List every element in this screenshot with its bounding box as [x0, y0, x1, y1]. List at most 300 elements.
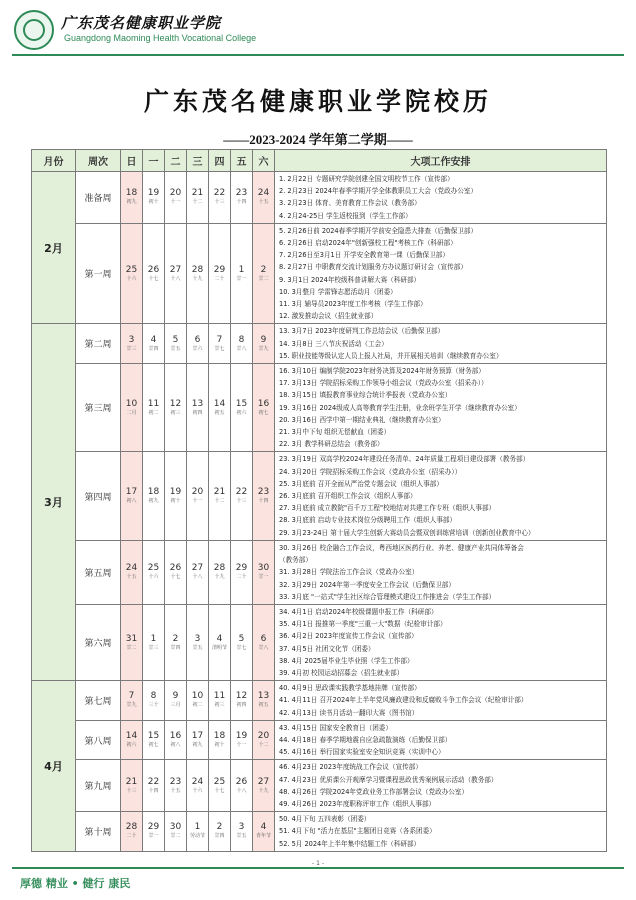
lunar-date: 廿三 — [126, 345, 137, 352]
day-cell — [231, 223, 253, 324]
day-number: 20 — [169, 188, 182, 199]
day-number: 17 — [191, 731, 204, 742]
task-item: 46. 4月23日 2023年度统战工作会议（宣传部） — [279, 763, 422, 772]
day-cell — [121, 812, 143, 852]
day-number: 26 — [235, 776, 248, 787]
day-cell — [231, 172, 253, 224]
lunar-date: 初三 — [170, 409, 181, 416]
task-list — [275, 172, 607, 224]
day-cell — [253, 364, 275, 452]
day-number: 3 — [238, 822, 245, 833]
day-number: 1 — [150, 633, 157, 644]
lunar-date: 廿五 — [192, 644, 203, 651]
lunar-date: 十一 — [192, 498, 203, 505]
day-number: 20 — [191, 487, 204, 498]
task-item: 30. 3月26日 校企融合工作会议，粤西地区医药行业、养老、健康产业共同体筹备会 — [279, 543, 524, 552]
task-item: 8. 2月27日 中职教育交流计划服务方办议题订研讨会（宣传部） — [279, 263, 467, 272]
week-row — [32, 720, 607, 760]
school-logo — [14, 10, 54, 50]
week-label: 第九周 — [76, 760, 121, 812]
day-cell — [143, 604, 165, 680]
task-list — [275, 540, 607, 604]
lunar-date: 十四 — [236, 199, 247, 206]
lunar-date: 十一 — [236, 742, 247, 749]
task-item: 48. 4月26日 学院2024年党政业务工作部署会议（党政办公室） — [279, 787, 469, 796]
day-number: 4 — [216, 633, 223, 644]
lunar-date: 十二 — [258, 742, 269, 749]
day-number: 2 — [260, 264, 267, 275]
lunar-date: 廿五 — [236, 833, 247, 840]
column-header: 四 — [209, 150, 231, 172]
day-number: 25 — [213, 776, 226, 787]
week-row — [32, 364, 607, 452]
lunar-date: 廿一 — [236, 275, 247, 282]
day-number: 7 — [128, 691, 135, 702]
day-cell — [187, 720, 209, 760]
day-cell — [253, 172, 275, 224]
day-cell — [143, 324, 165, 364]
task-item: 18. 3月15日 填报教育事业综合统计季报表（党政办公室） — [279, 391, 452, 400]
day-number: 9 — [172, 691, 179, 702]
column-header: 六 — [253, 150, 275, 172]
lunar-date: 十六 — [126, 275, 137, 282]
day-cell — [231, 720, 253, 760]
lunar-date: 十四 — [148, 787, 159, 794]
day-number: 28 — [125, 822, 138, 833]
task-item: 10. 3月整月 学雷锋志愿活动月（团委） — [279, 287, 397, 296]
task-item: 6. 2月26日 启动2024年"创新强校工程"考核工作（科研部） — [279, 239, 457, 248]
lunar-date: 初七 — [148, 742, 159, 749]
day-cell — [165, 172, 187, 224]
column-header: 周次 — [76, 150, 121, 172]
lunar-date: 十三 — [126, 787, 137, 794]
school-name-en: Guangdong Maoming Health Vocational College — [64, 33, 257, 43]
month-cell: 3月 — [32, 324, 76, 681]
lunar-date: 廿三 — [148, 644, 159, 651]
task-item: 26. 3月底前 召开组织工作会议（组织人事部） — [279, 492, 417, 501]
day-cell — [143, 364, 165, 452]
task-list — [275, 324, 607, 364]
lunar-date: 初八 — [170, 742, 181, 749]
day-number: 27 — [191, 563, 204, 574]
day-cell — [231, 681, 253, 721]
task-list — [275, 812, 607, 852]
day-number: 23 — [257, 487, 270, 498]
day-number: 30 — [257, 563, 270, 574]
week-label: 第十周 — [76, 812, 121, 852]
day-number: 23 — [235, 188, 248, 199]
day-number: 9 — [260, 334, 267, 345]
column-header: 三 — [187, 150, 209, 172]
day-number: 8 — [150, 691, 157, 702]
day-number: 25 — [125, 264, 138, 275]
task-item: 15. 职业技能等级认定人员上报人社局，并开展相关培训（继续教育办公室） — [279, 351, 503, 360]
day-number: 27 — [169, 264, 182, 275]
day-cell — [253, 540, 275, 604]
day-cell — [121, 604, 143, 680]
month-cell: 2月 — [32, 172, 76, 324]
day-number: 17 — [125, 487, 138, 498]
lunar-date: 三十 — [148, 702, 159, 709]
task-item: 23. 3月19日 双高学校2024年建设任务清单、24年质量工程项目建设部署（教务部） — [279, 455, 530, 464]
lunar-date: 二月 — [126, 409, 137, 416]
day-cell — [253, 760, 275, 812]
lunar-date: 二十 — [214, 275, 225, 282]
lunar-date: 初十 — [214, 742, 225, 749]
table-header-row — [32, 150, 607, 172]
day-number: 27 — [257, 776, 270, 787]
lunar-date: 廿七 — [236, 644, 247, 651]
day-number: 19 — [147, 188, 160, 199]
task-item: 9. 3月1日 2024年校级科普讲解大赛（科研部） — [279, 275, 421, 284]
task-item: 32. 3月29日 2024年第一季度安全工作会议（后勤保卫部） — [279, 580, 455, 589]
lunar-date: 廿四 — [148, 345, 159, 352]
task-item: 20. 3月16日 西学中第一期结业典礼（继续教育办公室） — [279, 415, 445, 424]
task-item: 47. 4月23日 优质课公开观摩学习暨课程思政优秀案例展示活动（教务部） — [279, 775, 498, 784]
day-cell — [187, 812, 209, 852]
lunar-date: 初四 — [192, 409, 203, 416]
lunar-date: 十八 — [236, 787, 247, 794]
lunar-date: 初二 — [192, 702, 203, 709]
day-cell — [187, 760, 209, 812]
day-cell — [231, 364, 253, 452]
task-item: 51. 4月下旬 "活力在基层"主题团日竞赛（各系团委） — [279, 827, 436, 836]
day-cell — [187, 223, 209, 324]
day-cell — [187, 604, 209, 680]
task-item: 27. 3月底前 成立教院"百千万工程"校地结对共建工作专班（组织人事部） — [279, 504, 496, 513]
lunar-date: 十九 — [192, 275, 203, 282]
task-item: 41. 4月11日 召开2024年上半年党风廉政建设和反腐败斗争工作会议（纪检审计部） — [279, 696, 528, 705]
day-cell — [165, 720, 187, 760]
day-number: 10 — [191, 691, 204, 702]
day-number: 6 — [260, 633, 267, 644]
month-cell: 4月 — [32, 681, 76, 852]
task-item: 2. 2月23日 2024年春季学期开学全体教职员工大会（党政办公室） — [279, 187, 478, 196]
day-cell — [187, 540, 209, 604]
lunar-date: 十九 — [258, 787, 269, 794]
day-cell — [209, 172, 231, 224]
lunar-date: 十五 — [170, 787, 181, 794]
day-cell — [143, 760, 165, 812]
day-number: 22 — [147, 776, 160, 787]
lunar-date: 十三 — [236, 498, 247, 505]
week-row — [32, 324, 607, 364]
day-number: 12 — [235, 691, 248, 702]
week-label: 准备周 — [76, 172, 121, 224]
day-number: 4 — [260, 822, 267, 833]
day-number: 29 — [213, 264, 226, 275]
day-number: 2 — [216, 822, 223, 833]
day-number: 8 — [238, 334, 245, 345]
task-item: 40. 4月9日 思政课实践教学基地挂牌（宣传部） — [279, 684, 421, 693]
day-number: 24 — [257, 188, 270, 199]
lunar-date: 初四 — [236, 702, 247, 709]
week-label: 第八周 — [76, 720, 121, 760]
lunar-date: 十九 — [214, 574, 225, 581]
week-label: 第四周 — [76, 452, 121, 540]
column-header: 五 — [231, 150, 253, 172]
task-list — [275, 364, 607, 452]
lunar-date: 十二 — [192, 199, 203, 206]
day-number: 7 — [216, 334, 223, 345]
day-number: 21 — [213, 487, 226, 498]
day-number: 19 — [235, 731, 248, 742]
day-cell — [121, 720, 143, 760]
day-cell — [253, 223, 275, 324]
lunar-date: 初二 — [148, 409, 159, 416]
day-cell — [209, 720, 231, 760]
day-cell — [165, 364, 187, 452]
week-label: 第五周 — [76, 540, 121, 604]
day-cell — [209, 540, 231, 604]
lunar-date: 廿九 — [258, 345, 269, 352]
task-item: 35. 4月1日 报推第一季度"三重一大"数据（纪检审计部） — [279, 620, 447, 629]
lunar-date: 初九 — [148, 498, 159, 505]
lunar-date: 劳动节 — [189, 833, 205, 840]
day-cell — [121, 223, 143, 324]
day-number: 31 — [125, 633, 138, 644]
task-item: 11. 3月 辅导员2023年度工作考核（学生工作部） — [279, 300, 427, 309]
lunar-date: 廿八 — [258, 644, 269, 651]
day-number: 30 — [169, 822, 182, 833]
day-number: 24 — [125, 563, 138, 574]
lunar-date: 十五 — [258, 199, 269, 206]
header-divider — [12, 54, 624, 56]
lunar-date: 初五 — [214, 409, 225, 416]
lunar-date: 十七 — [170, 574, 181, 581]
lunar-date: 十四 — [258, 498, 269, 505]
lunar-date: 三月 — [170, 702, 181, 709]
lunar-date: 青年节 — [255, 833, 271, 840]
task-item: 49. 4月26日 2023年度职称评审工作（组织人事部） — [279, 799, 436, 808]
task-item: 33. 3月底 "一站式"学生社区综合管理模式建设工作推进会（学生工作部） — [279, 592, 496, 601]
task-item: 12. 激发推动会议（招生就业部） — [279, 312, 378, 321]
task-item: 21. 3月中下旬 组织无偿献血（团委） — [279, 428, 391, 437]
day-number: 16 — [257, 398, 270, 409]
lunar-date: 初十 — [148, 199, 159, 206]
column-header: 大项工作安排 — [275, 150, 607, 172]
lunar-date: 十一 — [170, 199, 181, 206]
lunar-date: 廿八 — [236, 345, 247, 352]
day-cell — [231, 452, 253, 540]
week-row — [32, 760, 607, 812]
day-number: 21 — [125, 776, 138, 787]
lunar-date: 十六 — [192, 787, 203, 794]
day-number: 2 — [172, 633, 179, 644]
day-number: 23 — [169, 776, 182, 787]
calendar-table — [31, 149, 607, 852]
day-cell — [253, 812, 275, 852]
task-item: 22. 3月 教学科研总结会（教务部） — [279, 440, 384, 449]
day-number: 18 — [125, 188, 138, 199]
day-number: 5 — [172, 334, 179, 345]
lunar-date: 初十 — [170, 498, 181, 505]
day-number: 15 — [235, 398, 248, 409]
day-number: 13 — [257, 691, 270, 702]
week-row — [32, 172, 607, 224]
day-number: 26 — [169, 563, 182, 574]
day-cell — [143, 223, 165, 324]
task-list — [275, 720, 607, 760]
task-item: 39. 4月初 校园运动招募会（招生就业部） — [279, 668, 404, 677]
week-label: 第二周 — [76, 324, 121, 364]
lunar-date: 廿四 — [214, 833, 225, 840]
day-number: 10 — [125, 398, 138, 409]
day-cell — [143, 720, 165, 760]
week-row — [32, 452, 607, 540]
day-cell — [209, 681, 231, 721]
day-cell — [143, 812, 165, 852]
day-cell — [187, 681, 209, 721]
task-item: 50. 4月下旬 五四表彰（团委） — [279, 815, 371, 824]
lunar-date: 廿四 — [170, 644, 181, 651]
task-list — [275, 604, 607, 680]
week-row — [32, 812, 607, 852]
lunar-date: 十七 — [214, 787, 225, 794]
lunar-date: 廿一 — [148, 833, 159, 840]
page-title: 广东茂名健康职业学院校历 — [143, 87, 492, 116]
day-cell — [253, 720, 275, 760]
school-motto: 厚德 精业 • 健行 康民 — [20, 877, 131, 890]
lunar-date: 初六 — [236, 409, 247, 416]
lunar-date: 十八 — [170, 275, 181, 282]
lunar-date: 初三 — [214, 702, 225, 709]
lunar-date: 初九 — [126, 199, 137, 206]
task-item: 28. 3月底前 启动专业技术岗位分级聘用工作（组织人事部） — [279, 516, 457, 525]
lunar-date: 初六 — [126, 742, 137, 749]
day-cell — [143, 172, 165, 224]
task-item: 5. 2月26日前 2024春季学期开学前安全隐患大排查（后勤保卫部） — [279, 226, 478, 235]
day-cell — [165, 540, 187, 604]
day-number: 1 — [194, 822, 201, 833]
task-item: 17. 3月13日 学院招标采购工作领导小组会议（党政办公室（招采办）） — [279, 379, 488, 388]
task-list — [275, 452, 607, 540]
day-number: 28 — [213, 563, 226, 574]
day-cell — [143, 540, 165, 604]
day-cell — [231, 812, 253, 852]
day-cell — [121, 324, 143, 364]
week-label: 第六周 — [76, 604, 121, 680]
day-number: 29 — [147, 822, 160, 833]
task-item: 13. 3月7日 2023年度研判工作总结会议（后勤保卫部） — [279, 327, 445, 336]
task-item: （教务部） — [279, 556, 312, 565]
day-cell — [209, 604, 231, 680]
week-row — [32, 681, 607, 721]
day-cell — [121, 760, 143, 812]
day-cell — [187, 324, 209, 364]
task-item: 37. 4月5日 社团文化节（团委） — [279, 644, 375, 653]
day-cell — [165, 681, 187, 721]
task-item: 1. 2月22日 专题研究学院创建全国文明校节工作（宣传部） — [279, 175, 454, 183]
lunar-date: 十三 — [214, 199, 225, 206]
lunar-date: 廿一 — [258, 574, 269, 581]
task-item: 34. 4月1日 启动2024年校级课题申报工作（科研部） — [279, 607, 438, 616]
day-cell — [143, 681, 165, 721]
task-item: 24. 3月20日 学院招标采购工作会议（党政办公室（招采办）） — [279, 467, 462, 476]
lunar-date: 初五 — [258, 702, 269, 709]
day-number: 16 — [169, 731, 182, 742]
day-cell — [121, 540, 143, 604]
lunar-date: 廿九 — [126, 702, 137, 709]
week-row — [32, 223, 607, 324]
task-item: 44. 4月18日 春季学期地震自应急疏散演练（后勤保卫部） — [279, 735, 452, 744]
day-number: 15 — [147, 731, 160, 742]
task-item: 45. 4月16日 举行国家实验室安全知识竞赛（实训中心） — [279, 748, 445, 757]
task-item: 36. 4月2日 2023年度宣传工作会议（宣传部） — [279, 632, 418, 641]
lunar-date: 十二 — [214, 498, 225, 505]
task-item: 14. 3月8日 三八节庆祝活动（工会） — [279, 339, 388, 348]
page-number: - 1 - — [312, 860, 324, 867]
day-number: 1 — [238, 264, 245, 275]
day-number: 14 — [125, 731, 138, 742]
week-label: 第一周 — [76, 223, 121, 324]
day-number: 21 — [191, 188, 204, 199]
day-cell — [121, 681, 143, 721]
day-cell — [121, 452, 143, 540]
day-cell — [231, 760, 253, 812]
day-number: 3 — [128, 334, 135, 345]
day-cell — [187, 172, 209, 224]
day-cell — [187, 452, 209, 540]
column-header: 日 — [121, 150, 143, 172]
day-cell — [143, 452, 165, 540]
day-cell — [165, 223, 187, 324]
day-number: 3 — [194, 633, 201, 644]
lunar-date: 十六 — [148, 574, 159, 581]
day-cell — [253, 324, 275, 364]
day-number: 25 — [147, 563, 160, 574]
semester-subtitle: ——2023-2024 学年第二学期—— — [223, 132, 413, 147]
day-number: 13 — [191, 398, 204, 409]
day-number: 22 — [235, 487, 248, 498]
task-item: 29. 3月23-24日 第十届大学生创新大赛动员会暨双创训练营培训（创新创业教育中心） — [279, 528, 535, 537]
task-item: 4. 2月24-25日 学生返校报到（学生工作部） — [279, 211, 412, 220]
lunar-date: 十七 — [148, 275, 159, 282]
day-cell — [121, 172, 143, 224]
lunar-date: 二十 — [236, 574, 247, 581]
day-cell — [253, 604, 275, 680]
lunar-date: 十八 — [192, 574, 203, 581]
day-cell — [187, 364, 209, 452]
day-cell — [231, 540, 253, 604]
day-number: 11 — [213, 691, 226, 702]
day-number: 14 — [213, 398, 226, 409]
lunar-date: 廿二 — [258, 275, 269, 282]
week-label: 第三周 — [76, 364, 121, 452]
day-cell — [209, 452, 231, 540]
day-number: 18 — [147, 487, 160, 498]
day-number: 24 — [191, 776, 204, 787]
day-number: 5 — [238, 633, 245, 644]
day-cell — [209, 364, 231, 452]
task-item: 16. 3月10日 编制学院2023年财务决算及2024年财务预算（财务部） — [279, 367, 485, 376]
lunar-date: 初九 — [192, 742, 203, 749]
lunar-date: 廿二 — [126, 644, 137, 651]
week-row — [32, 604, 607, 680]
day-number: 12 — [169, 398, 182, 409]
lunar-date: 清明节 — [211, 644, 227, 651]
lunar-date: 廿二 — [170, 833, 181, 840]
day-cell — [165, 452, 187, 540]
day-number: 4 — [150, 334, 157, 345]
column-header: 月份 — [32, 150, 76, 172]
day-cell — [231, 324, 253, 364]
day-number: 26 — [147, 264, 160, 275]
task-item: 31. 3月28日 学院法治工作会议（党政办公室） — [279, 568, 419, 577]
task-item: 3. 2月23日 体育、美育教育工作会议（教务部） — [279, 199, 421, 208]
page-header — [14, 10, 314, 50]
lunar-date: 十五 — [126, 574, 137, 581]
